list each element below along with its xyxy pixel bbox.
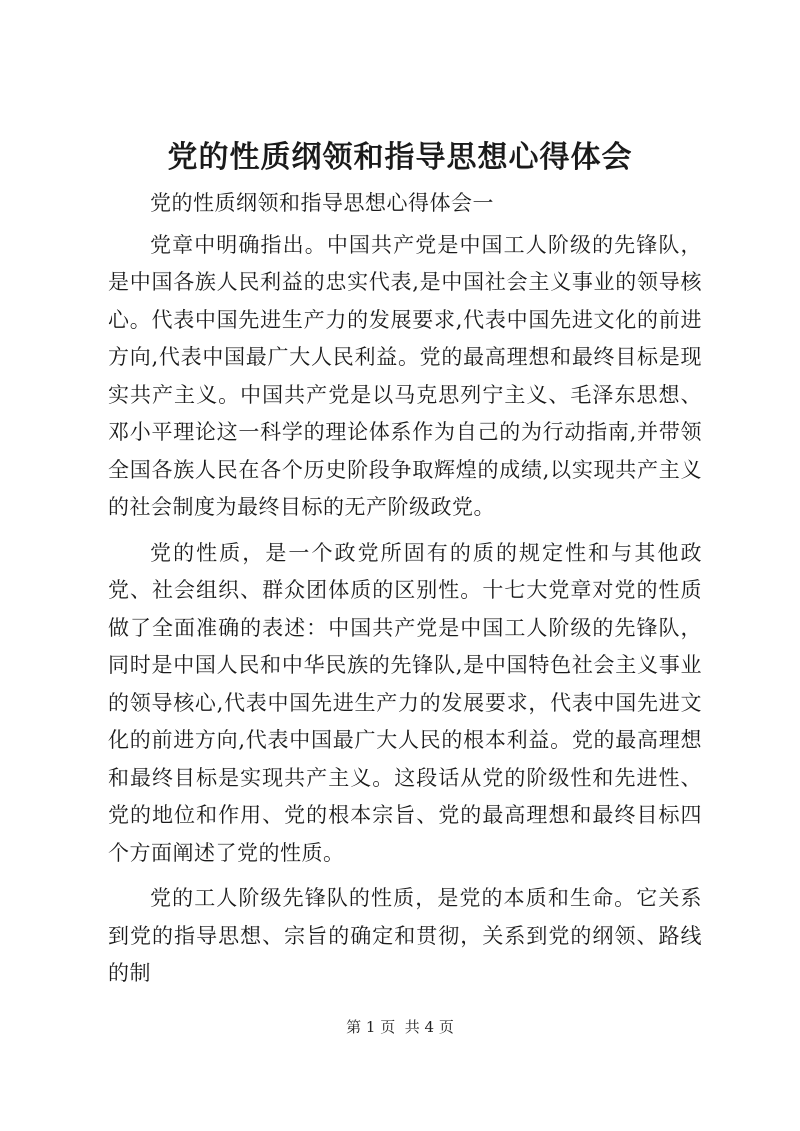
document-subtitle: 党的性质纲领和指导思想心得体会一	[150, 191, 494, 215]
paragraph-2: 党的性质，是一个政党所固有的质的规定性和与其他政党、社会组织、群众团体质的区别性。十七大党章对党的性质做了全面准确的表述：中国共产党是中国工人阶级的先锋队，同时是中国人民和中华民族的先锋队,是中国特色社会主义事业的领导核心,代表中国先进生产力的发展要求，代表中国先进文化的前进方向,代表中国最广大人民的根本利益。党的最高理想和最终目标是实现共产主义。这段话从党的阶级性和先进性、党的地位和作用、党的根本宗旨、党的最高理想和最终目标四个方面阐述了党的性质。	[108, 540, 702, 865]
page-footer	[0, 1016, 800, 1038]
page-number: 第 1 页 共 4 页	[346, 1018, 454, 1036]
paragraph-1: 党章中明确指出。中国共产党是中国工人阶级的先锋队，是中国各族人民利益的忠实代表,是中国社会主义事业的领导核心。代表中国先进生产力的发展要求,代表中国先进文化的前进方向,代表中国最广大人民利益。党的最高理想和最终目标是现实共产主义。中国共产党是以马克思列宁主义、毛泽东思想、邓小平理论这一科学的理论体系作为自己的为行动指南,并带领全国各族人民在各个历史阶段争取辉煌的成绩,以实现共产主义的社会制度为最终目标的无产阶级政党。	[108, 232, 702, 519]
document-body	[108, 185, 702, 1001]
document-title: 党的性质纲领和指导思想心得体会	[167, 140, 633, 175]
paragraph-3: 党的工人阶级先锋队的性质，是党的本质和生命。它关系到党的指导思想、宗旨的确定和贯彻，关系到党的纲领、路线的制	[108, 886, 702, 985]
